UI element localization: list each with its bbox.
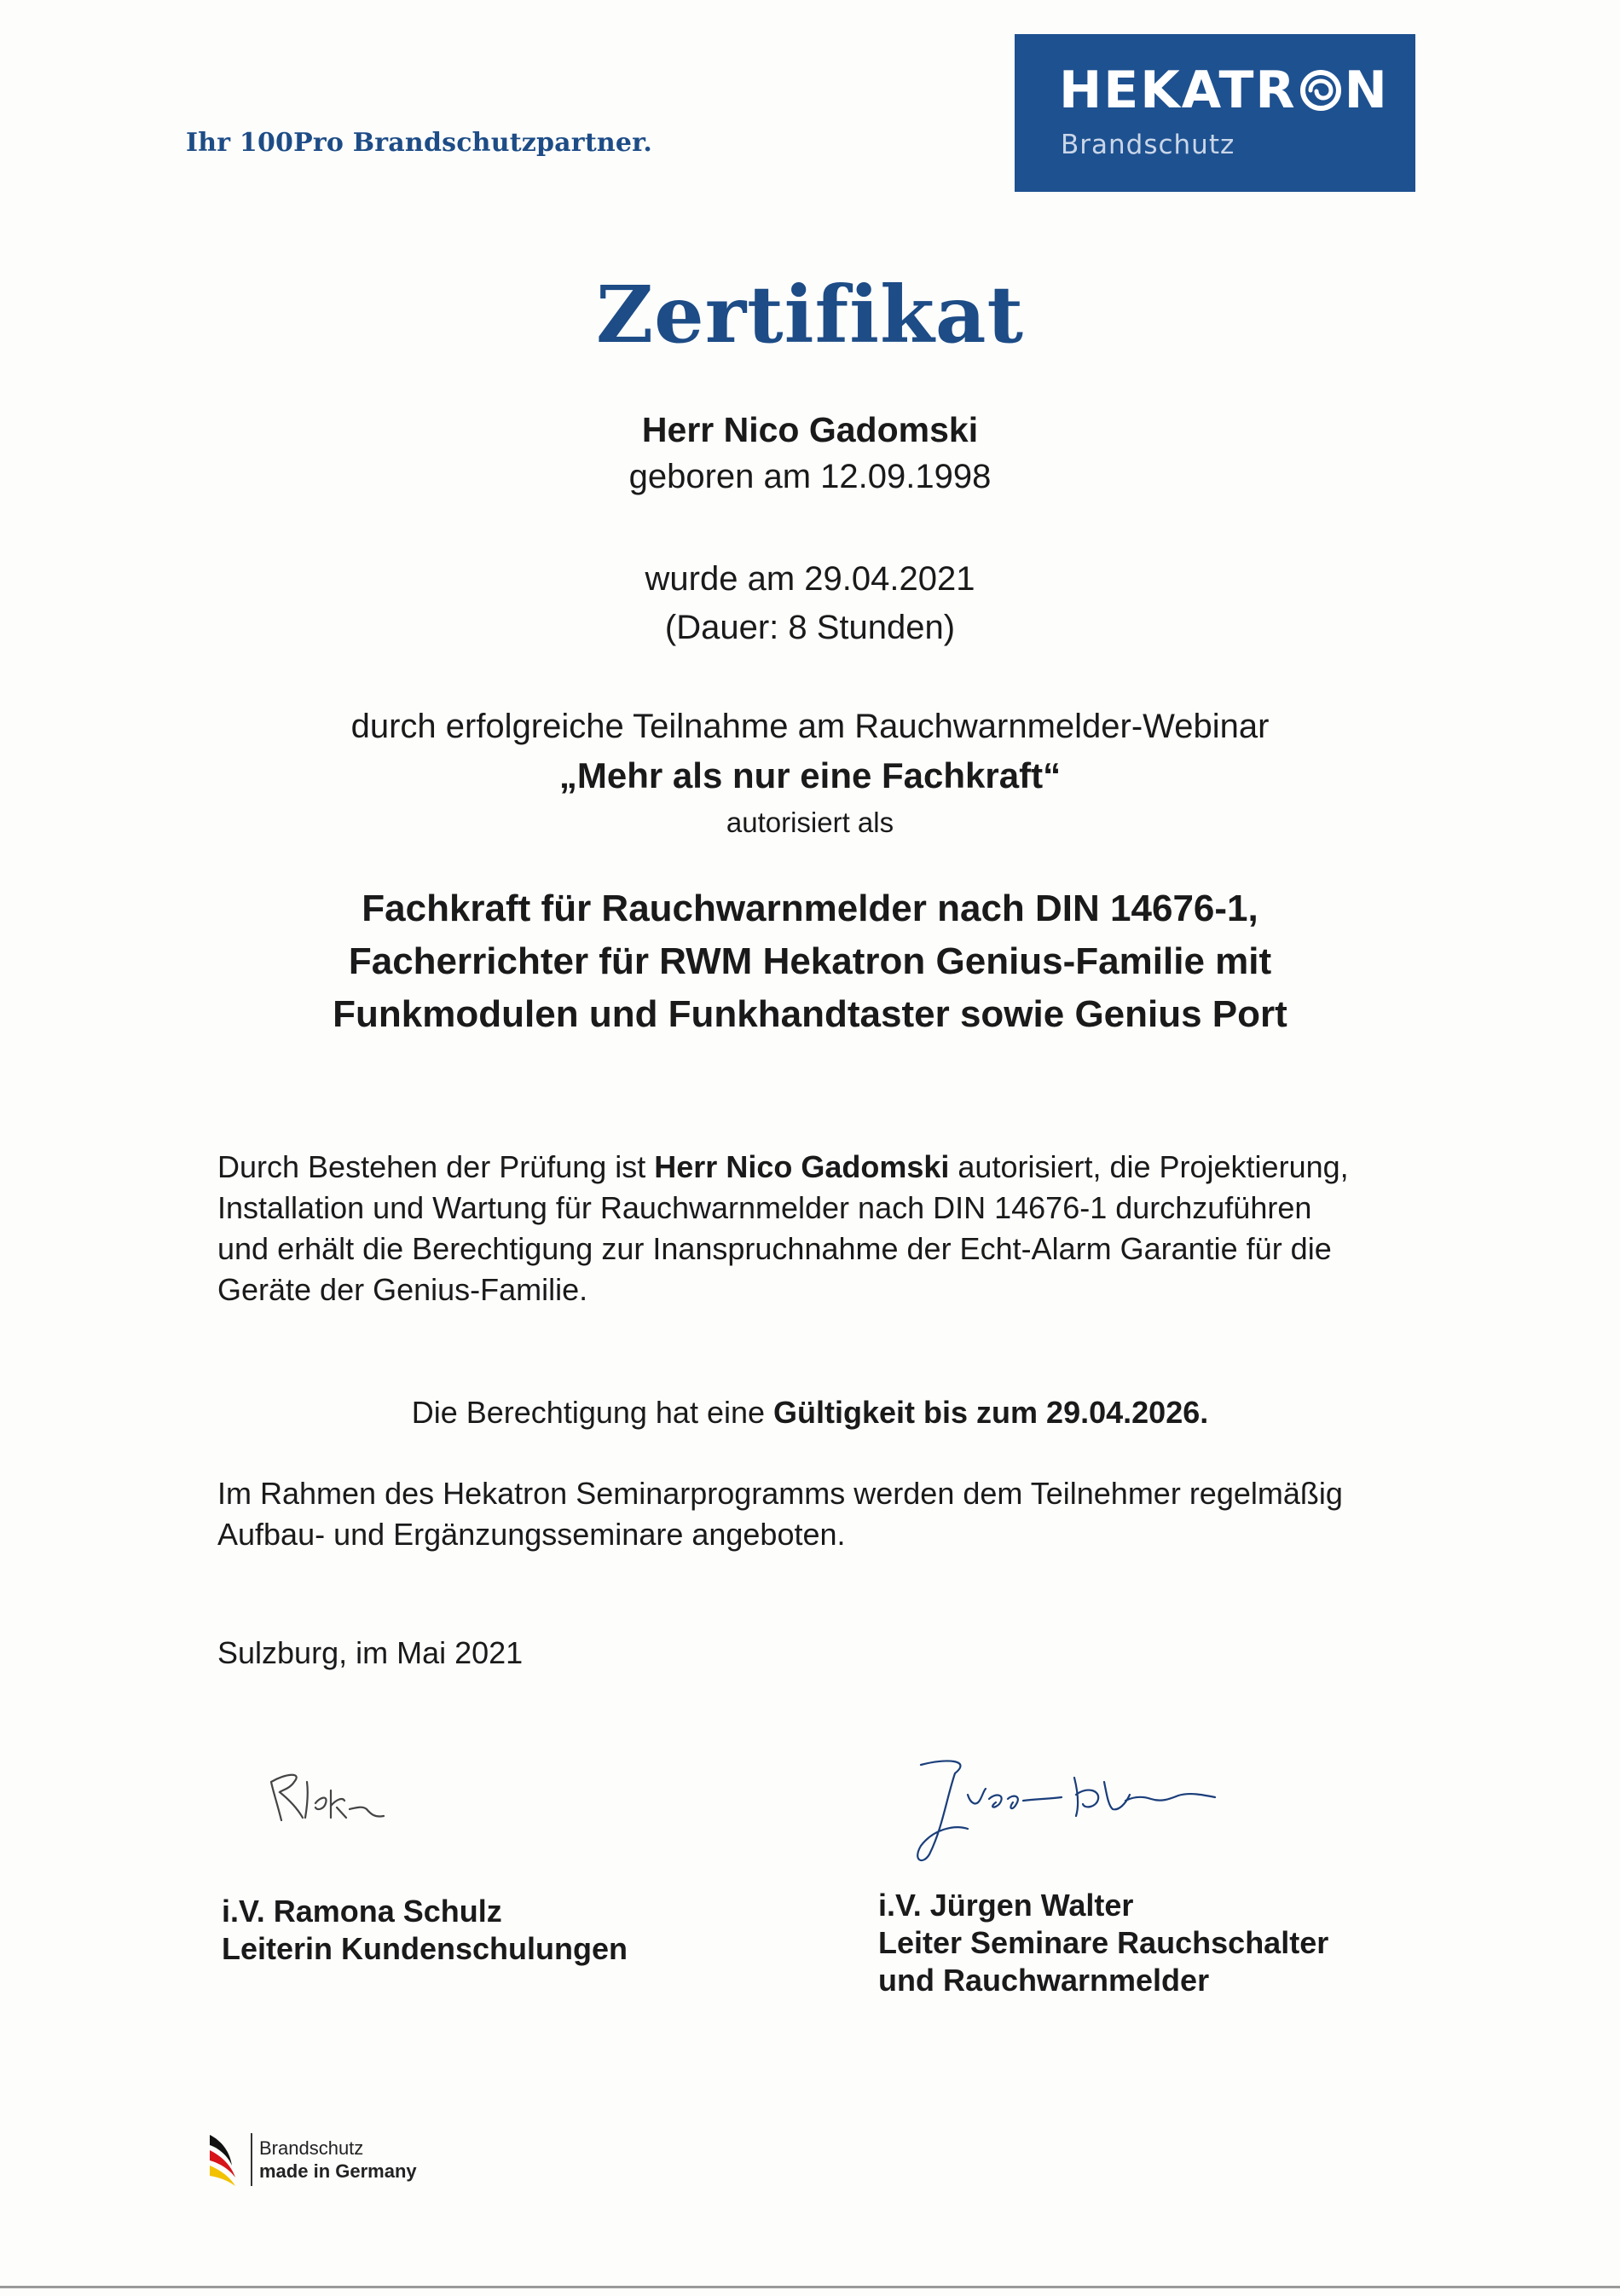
event-duration: (Dauer: 8 Stunden) [664,609,956,646]
qualification-line: Fachkraft für Rauchwarnmelder nach DIN 14676-1, [362,888,1258,929]
course-intro: durch erfolgreiche Teilnahme am Rauchwarnmelder-Webinar [350,708,1270,745]
german-flag-swoosh-icon [205,2131,246,2188]
signatory-role: und Rauchwarnmelder [878,1963,1210,1998]
place-date: Sulzburg, im Mai 2021 [217,1635,524,1670]
paragraph-line: Geräte der Genius-Familie. [217,1272,588,1307]
qualification-line: Facherrichter für RWM Hekatron Genius-Familie mit [348,940,1272,982]
brand-tagline: Ihr 100Pro Brandschutzpartner. [186,128,653,158]
validity-line [0,1394,1620,1431]
seminar-paragraph [217,1473,1445,1555]
signatory-role: Leiter Seminare Rauchschalter [878,1925,1329,1960]
course-name: „Mehr als nur eine Fachkraft“ [558,755,1062,795]
footer-text [259,2137,417,2183]
signatory-right [878,1887,1328,1999]
paragraph-line: Im Rahmen des Hekatron Seminarprogramms werden dem Teilnehmer regelmäßig [217,1476,1343,1511]
brand-name-left: HEKATR [1059,61,1297,120]
signatory-name: i.V. Jürgen Walter [878,1888,1134,1923]
paragraph-line: und erhält die Berechtigung zur Inanspruchnahme der Echt-Alarm Garantie für die [217,1231,1332,1266]
footer-line: Brandschutz [259,2137,364,2159]
hekatron-logo [1015,34,1415,192]
paragraph-line [217,1147,1445,1188]
signatory-role: Leiterin Kundenschulungen [222,1931,628,1966]
signature-right [895,1748,1253,1876]
authorized-as: autorisiert als [726,807,894,838]
authorization-paragraph [217,1147,1445,1310]
footer-line: made in Germany [259,2160,417,2182]
footer-divider [251,2133,252,2186]
event-date: wurde am 29.04.2021 [645,560,975,598]
made-in-germany-logo [205,2131,417,2188]
recipient-name: Herr Nico Gadomski [641,410,979,449]
certificate-title: Zertifikat [596,269,1024,361]
validity-date: Gültigkeit bis zum 29.04.2026. [773,1395,1209,1430]
brand-name [1059,61,1389,120]
signatory-left [222,1893,628,1968]
bottom-rule [0,2286,1620,2288]
text-span: Durch Bestehen der Prüfung ist [217,1149,655,1184]
paragraph-line: Aufbau- und Ergänzungsseminare angeboten. [217,1517,846,1552]
text-span: Die Berechtigung hat eine [411,1395,774,1430]
birth-date: geboren am 12.09.1998 [628,458,992,495]
signatory-name: i.V. Ramona Schulz [222,1894,502,1929]
brand-subtitle: Brandschutz [1061,130,1235,160]
brand-name-right: N [1344,61,1389,120]
qualification-block [0,882,1620,1041]
spiral-o-icon [1299,68,1343,113]
signature-left [256,1756,409,1842]
paragraph-line: Installation und Wartung für Rauchwarnmelder nach DIN 14676-1 durchzuführen [217,1190,1312,1225]
text-span: autorisiert, die Projektierung, [949,1149,1349,1184]
recipient-name-inline: Herr Nico Gadomski [654,1149,950,1184]
qualification-line: Funkmodulen und Funkhandtaster sowie Genius Port [333,993,1287,1035]
